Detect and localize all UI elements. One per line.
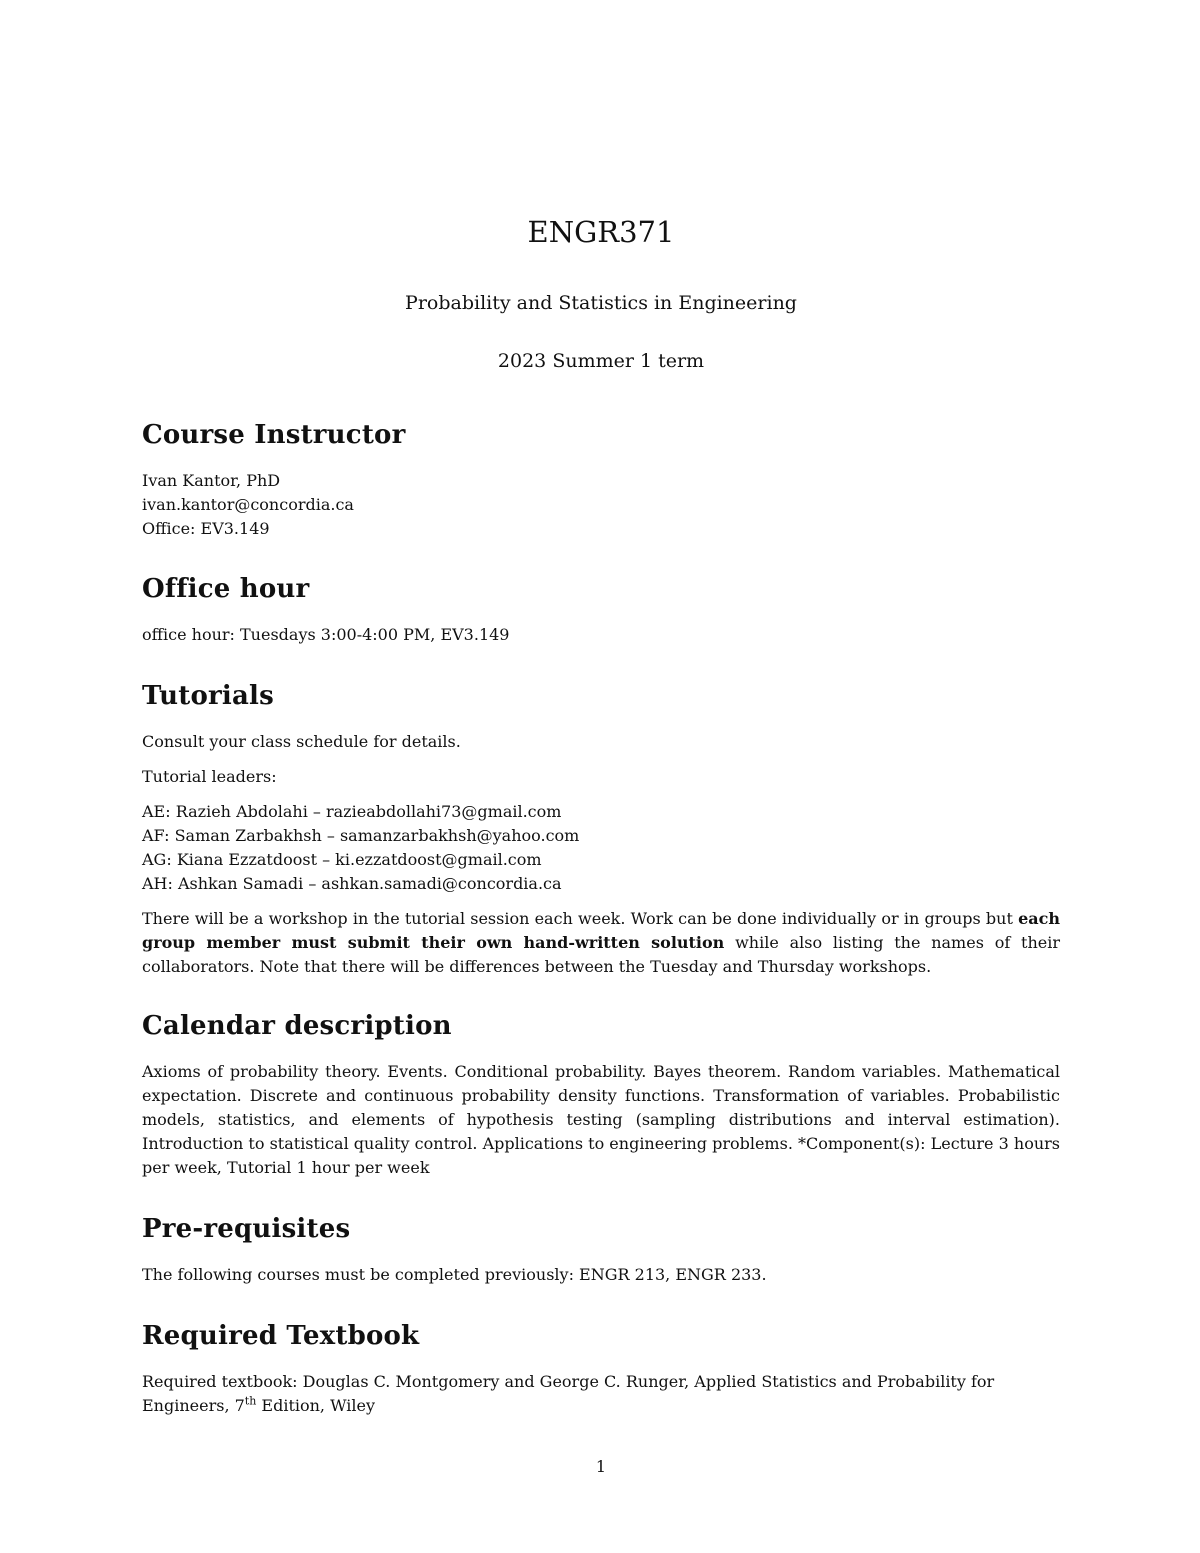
section-heading-calendar: Calendar description — [142, 1011, 452, 1041]
section-office-hour — [142, 572, 1060, 647]
section-course-instructor — [142, 418, 1060, 541]
instructor-name: Ivan Kantor, PhD — [142, 471, 281, 490]
instructor-office: Office: EV3.149 — [142, 519, 270, 538]
tutorial-leader-item: AE: Razieh Abdolahi – razieabdollahi73@gmail.com — [142, 802, 562, 821]
section-tutorials — [142, 679, 1060, 979]
section-heading-office-hour: Office hour — [142, 574, 310, 604]
office-hour-text: office hour: Tuesdays 3:00-4:00 PM, EV3.149 — [142, 625, 510, 644]
course-code-title: ENGR371 — [527, 215, 675, 249]
prerequisites-text: The following courses must be completed previously: ENGR 213, ENGR 233. — [142, 1265, 767, 1284]
term: 2023 Summer 1 term — [497, 350, 705, 372]
section-heading-instructor: Course Instructor — [142, 420, 406, 450]
textbook-text-start: Required textbook: Douglas C. Montgomery and George C. Runger, Applied Statistics and Probability for Engineers, 7 — [142, 1372, 995, 1415]
section-heading-textbook: Required Textbook — [142, 1321, 420, 1351]
course-name: Probability and Statistics in Engineering — [405, 292, 797, 314]
section-prerequisites — [142, 1212, 1060, 1287]
textbook-text-end: Edition, Wiley — [256, 1396, 375, 1415]
tutorial-leader-item: AG: Kiana Ezzatdoost – ki.ezzatdoost@gmail.com — [142, 850, 542, 869]
instructor-email: ivan.kantor@concordia.ca — [142, 495, 354, 514]
workshop-text-bold: each group member must submit their own hand-written solution — [142, 909, 1060, 952]
section-required-textbook — [142, 1319, 1060, 1418]
tutorial-leader-item: AF: Saman Zarbakhsh – samanzarbakhsh@yahoo.com — [142, 826, 580, 845]
calendar-description-text: Axioms of probability theory. Events. Conditional probability. Bayes theorem. Random variables. Mathematical expectation. Discrete and continuous probability density functions. Transformation of variables. Probabilistic models, statistics, and elements of hypothesis testing (sampling distributions and interval estimation). Introduction to statistical quality control. Applications to engineering problems. *Component(s): Lecture 3 hours per week, Tutorial 1 hour per week — [142, 1062, 1060, 1177]
edition-superscript: th — [244, 1394, 257, 1408]
section-heading-tutorials: Tutorials — [142, 681, 274, 711]
section-heading-prerequisites: Pre-requisites — [142, 1214, 351, 1244]
tutorial-leaders-label: Tutorial leaders: — [142, 767, 277, 786]
tutorial-leaders-list — [142, 800, 1060, 896]
document-page — [142, 0, 1060, 1553]
tutorials-consult: Consult your class schedule for details. — [142, 732, 461, 751]
page-number: 1 — [595, 1457, 607, 1476]
tutorial-leader-item: AH: Ashkan Samadi – ashkan.samadi@concordia.ca — [142, 874, 562, 893]
textbook-text — [142, 1370, 1060, 1418]
workshop-text-start: There will be a workshop in the tutorial session each week. Work can be done individually or in groups but — [142, 909, 1019, 928]
workshop-paragraph — [142, 907, 1060, 979]
workshop-text-end: while also listing the names of their collaborators. Note that there will be differences between the Tuesday and Thursday workshops. — [142, 933, 1061, 976]
section-calendar-description — [142, 1009, 1060, 1180]
